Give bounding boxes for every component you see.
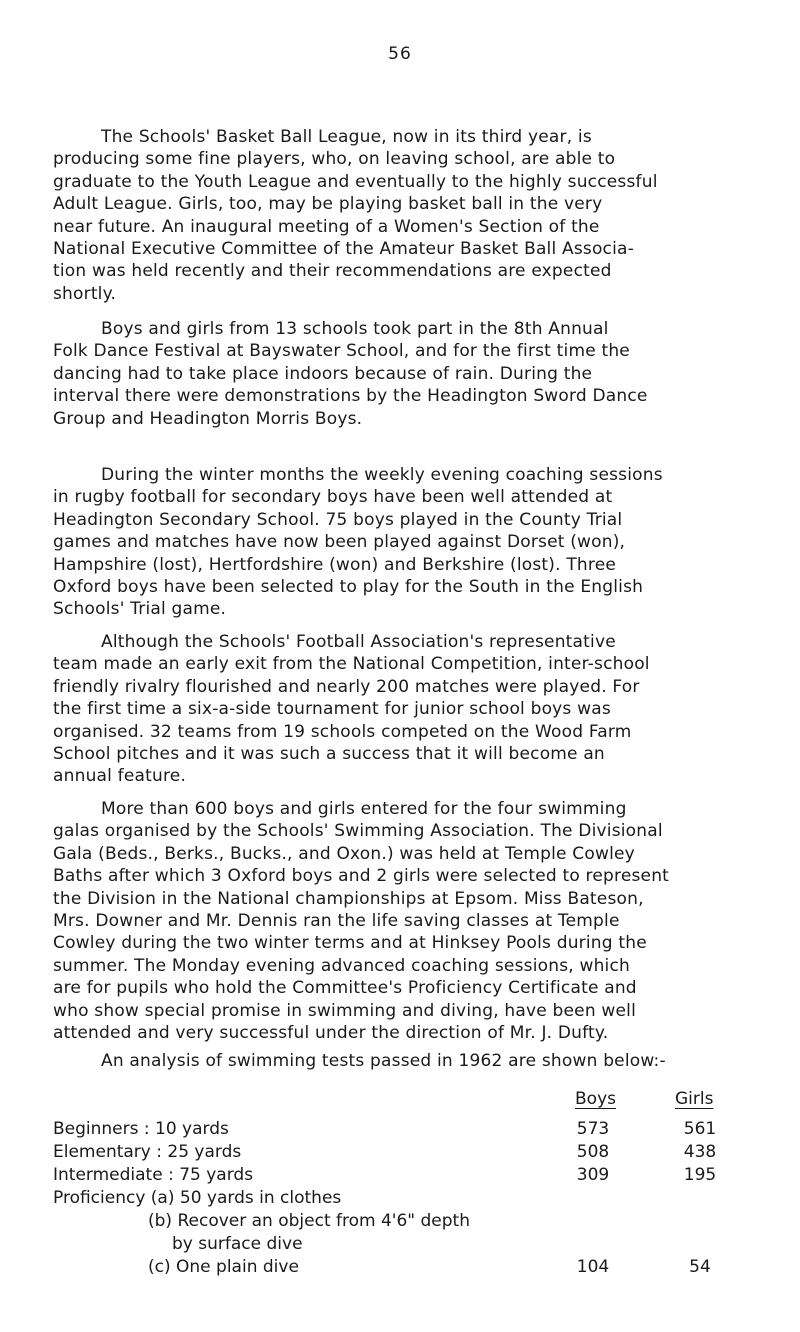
- row-label: (c) One plain dive: [148, 1257, 299, 1277]
- swimming-table-header: [0, 1089, 800, 1113]
- table-row: [0, 1188, 800, 1210]
- paragraph-football: Although the Schools' Football Association's representative team made an early exit from the National Competition, inter-school friendly rivalry flourished and nearly 200 matches were played. For the first time a six-a-side tournament for junior school boys was organised. 32 teams from 19 schools competed on the Wood Farm School pitches and it was such a success that it will become an annual feature.: [53, 632, 650, 787]
- row-label: Elementary : 25 yards: [53, 1142, 242, 1162]
- girls-count: 438: [683, 1142, 717, 1162]
- girls-count: 54: [689, 1257, 711, 1277]
- row-label: Intermediate : 75 yards: [53, 1165, 254, 1185]
- paragraph-rugby: During the winter months the weekly evening coaching sessions in rugby football for secondary boys have been well attended at Headington Secondary School. 75 boys played in the County Trial games and matches have now been played against Dorset (won), Hampshire (lost), Hertfordshire (won) and Berkshire (lost). Three Oxford boys have been selected to play for the South in the English Schools' Trial game.: [53, 465, 663, 620]
- row-label: (b) Recover an object from 4'6" depth: [148, 1211, 470, 1231]
- boys-count: 573: [576, 1119, 610, 1139]
- column-header-boys: Boys: [575, 1089, 616, 1109]
- girls-count: 561: [683, 1119, 717, 1139]
- paragraph-analysis-intro: An analysis of swimming tests passed in 1962 are shown below:-: [101, 1051, 666, 1071]
- table-row: [0, 1142, 800, 1164]
- table-row: [0, 1119, 800, 1141]
- paragraph-basketball: The Schools' Basket Ball League, now in its third year, is producing some fine players, who, on leaving school, are able to graduate to the Youth League and eventually to the highly successful Adult League. Girls, too, may be playing basket ball in the very near future. An inaugural meeting of a Women's Section of the National Executive Committee of the Amateur Basket Ball Associa- tion was held recently and their recommendations are expected shortly.: [53, 127, 658, 304]
- table-row: [0, 1257, 800, 1279]
- boys-count: 104: [576, 1257, 610, 1277]
- page-number: 56: [388, 44, 412, 64]
- column-header-girls: Girls: [675, 1089, 714, 1109]
- paragraph-folk-dance: Boys and girls from 13 schools took part in the 8th Annual Folk Dance Festival at Bayswater School, and for the first time the dancing had to take place indoors because of rain. During the interval there were demonstrations by the Headington Sword Dance Group and Headington Morris Boys.: [53, 319, 648, 429]
- row-label: by surface dive: [172, 1234, 303, 1254]
- row-label: Proficiency (a) 50 yards in clothes: [53, 1188, 342, 1208]
- boys-count: 508: [576, 1142, 610, 1162]
- paragraph-swimming: More than 600 boys and girls entered for the four swimming galas organised by the Schools' Swimming Association. The Divisional Gala (Beds., Berks., Bucks., and Oxon.) was held at Temple Cowley Baths after which 3 Oxford boys and 2 girls were selected to represent the Division in the National championships at Epsom. Miss Bateson, Mrs. Downer and Mr. Dennis ran the life saving classes at Temple Cowley during the two winter terms and at Hinksey Pools during the summer. The Monday evening advanced coaching sessions, which are for pupils who hold the Committee's Proficiency Certificate and who show special promise in swimming and diving, have been well attended and very successful under the direction of Mr. J. Dufty.: [53, 799, 670, 1044]
- table-row: [0, 1165, 800, 1187]
- table-row: [0, 1211, 800, 1233]
- girls-count: 195: [683, 1165, 717, 1185]
- row-label: Beginners : 10 yards: [53, 1119, 229, 1139]
- table-row: [0, 1234, 800, 1256]
- boys-count: 309: [576, 1165, 610, 1185]
